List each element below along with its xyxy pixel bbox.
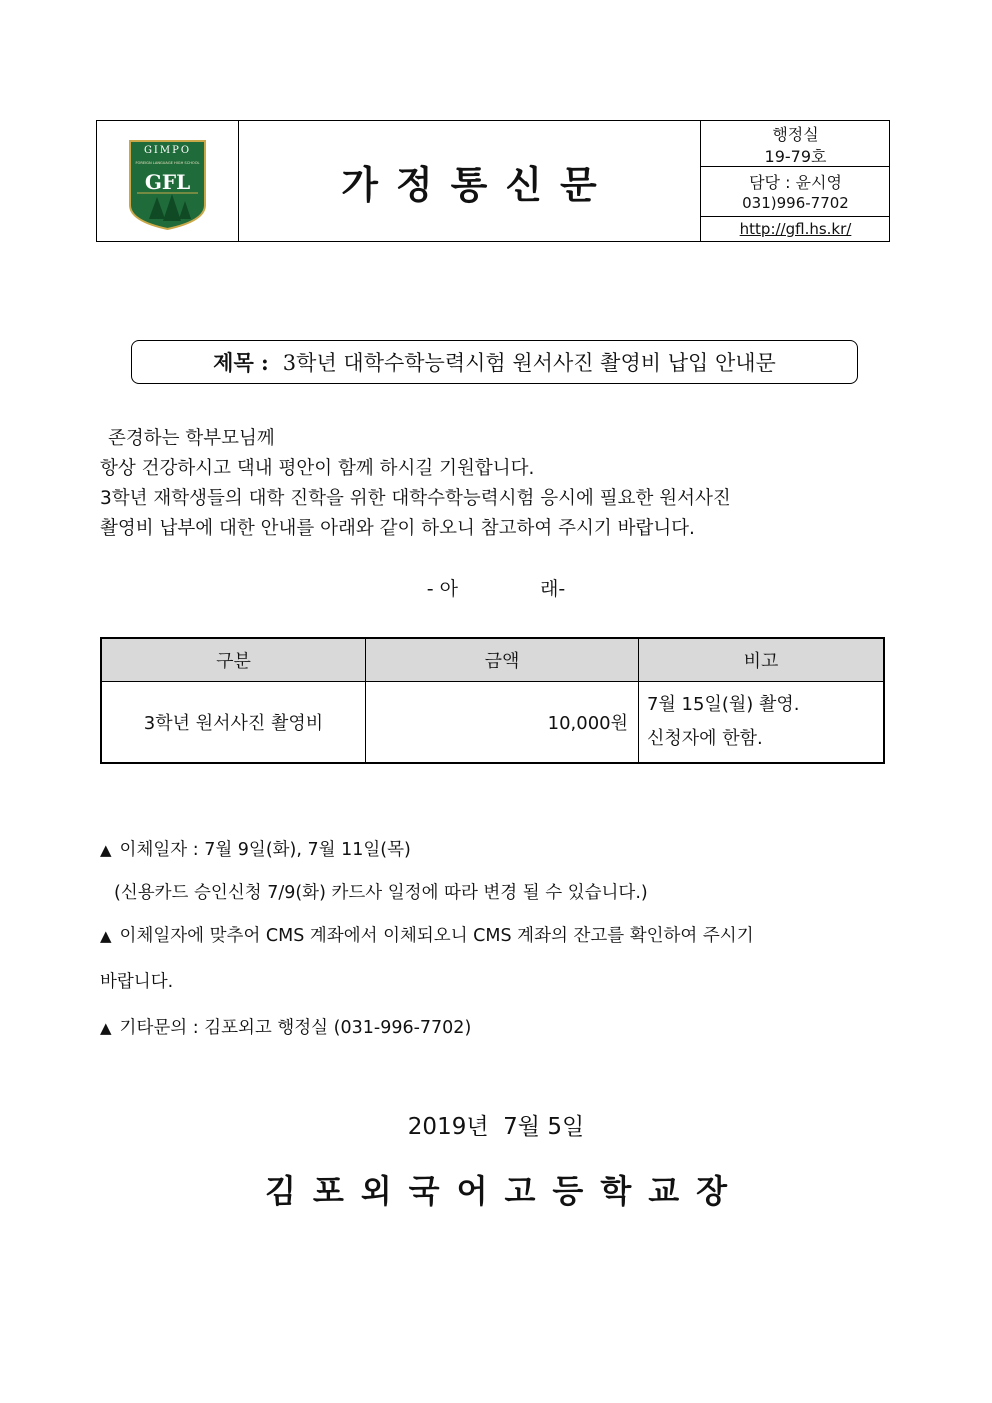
bullet-text: 이체일자 : 7월 9일(화), 7월 11일(목) bbox=[119, 840, 411, 860]
column-header: 구분 bbox=[101, 638, 366, 682]
table-row bbox=[101, 682, 884, 764]
school-url-link[interactable]: http://gfl.hs.kr/ bbox=[739, 220, 852, 238]
divider bbox=[701, 166, 890, 167]
bullet-text: 이체일자에 맞추어 CMS 계좌에서 이체되오니 CMS 계좌의 잔고를 확인하여 주시기 bbox=[119, 926, 754, 946]
bullet-text: 기타문의 : 김포외고 행정실 (031-996-7702) bbox=[119, 1018, 472, 1038]
logo-sub-text: FOREIGN LANGUAGE HIGH SCHOOL bbox=[135, 161, 200, 165]
column-header: 금액 bbox=[366, 638, 639, 682]
office-name: 행정실 bbox=[772, 125, 819, 144]
triangle-icon: ▲ bbox=[100, 927, 112, 945]
subject-label: 제목 : bbox=[213, 350, 269, 375]
body-line-2: 3학년 재학생들의 대학 진학을 위한 대학수학능력시험 응시에 필요한 원서사진 bbox=[100, 488, 731, 509]
contact-person: 담당 : 윤시영 bbox=[749, 173, 842, 192]
divider bbox=[701, 216, 890, 217]
notice-heading bbox=[0, 574, 992, 601]
triangle-icon: ▲ bbox=[100, 1019, 112, 1037]
fee-table bbox=[100, 637, 885, 764]
amount-cell: 10,000원 bbox=[366, 682, 639, 764]
subject-box bbox=[131, 340, 858, 384]
school-signature: 김포외국어고등학교장 bbox=[264, 1172, 745, 1210]
notice-right: 래- bbox=[540, 578, 566, 600]
url-cell bbox=[701, 219, 890, 238]
bullet-cms-continued: 바랍니다. bbox=[100, 972, 174, 992]
column-header: 비고 bbox=[639, 638, 885, 682]
item-cell: 3학년 원서사진 촬영비 bbox=[101, 682, 366, 764]
page-title: 가정통신문 bbox=[341, 162, 615, 207]
logo-letters: GFL bbox=[144, 170, 191, 194]
body-line-1: 항상 건강하시고 댁내 평안이 함께 하시길 기원합니다. bbox=[100, 458, 535, 479]
greeting: 존경하는 학부모님께 bbox=[108, 428, 275, 449]
note-cell bbox=[639, 682, 885, 764]
header-box bbox=[96, 120, 890, 242]
bullet-inquiry bbox=[100, 1014, 471, 1039]
document-date: 2019년 7월 5일 bbox=[407, 1114, 585, 1140]
table-header-row bbox=[101, 638, 884, 682]
note-line-1: 7월 15일(월) 촬영. bbox=[647, 694, 800, 715]
note-line-2: 신청자에 한함. bbox=[647, 728, 763, 749]
body-line-3: 촬영비 납부에 대한 안내를 아래와 같이 하오니 참고하여 주시기 바랍니다. bbox=[100, 518, 695, 539]
subject-text: 3학년 대학수학능력시험 원서사진 촬영비 납입 안내문 bbox=[282, 351, 776, 375]
notice-left: - 아 bbox=[426, 578, 458, 600]
triangle-icon: ▲ bbox=[100, 841, 112, 859]
contact-phone: 031)996-7702 bbox=[742, 194, 849, 212]
office-info-cell bbox=[700, 121, 890, 241]
bullet-sub-note: (신용카드 승인신청 7/9(화) 카드사 일정에 따라 변경 될 수 있습니다.) bbox=[114, 883, 648, 903]
logo-top-text: GIMPO bbox=[143, 145, 192, 156]
bullet-cms-notice bbox=[100, 922, 754, 947]
bullet-transfer-dates bbox=[100, 836, 411, 861]
school-logo-icon bbox=[97, 121, 238, 241]
school-logo-cell bbox=[97, 121, 239, 241]
doc-number: 19-79호 bbox=[764, 147, 827, 166]
